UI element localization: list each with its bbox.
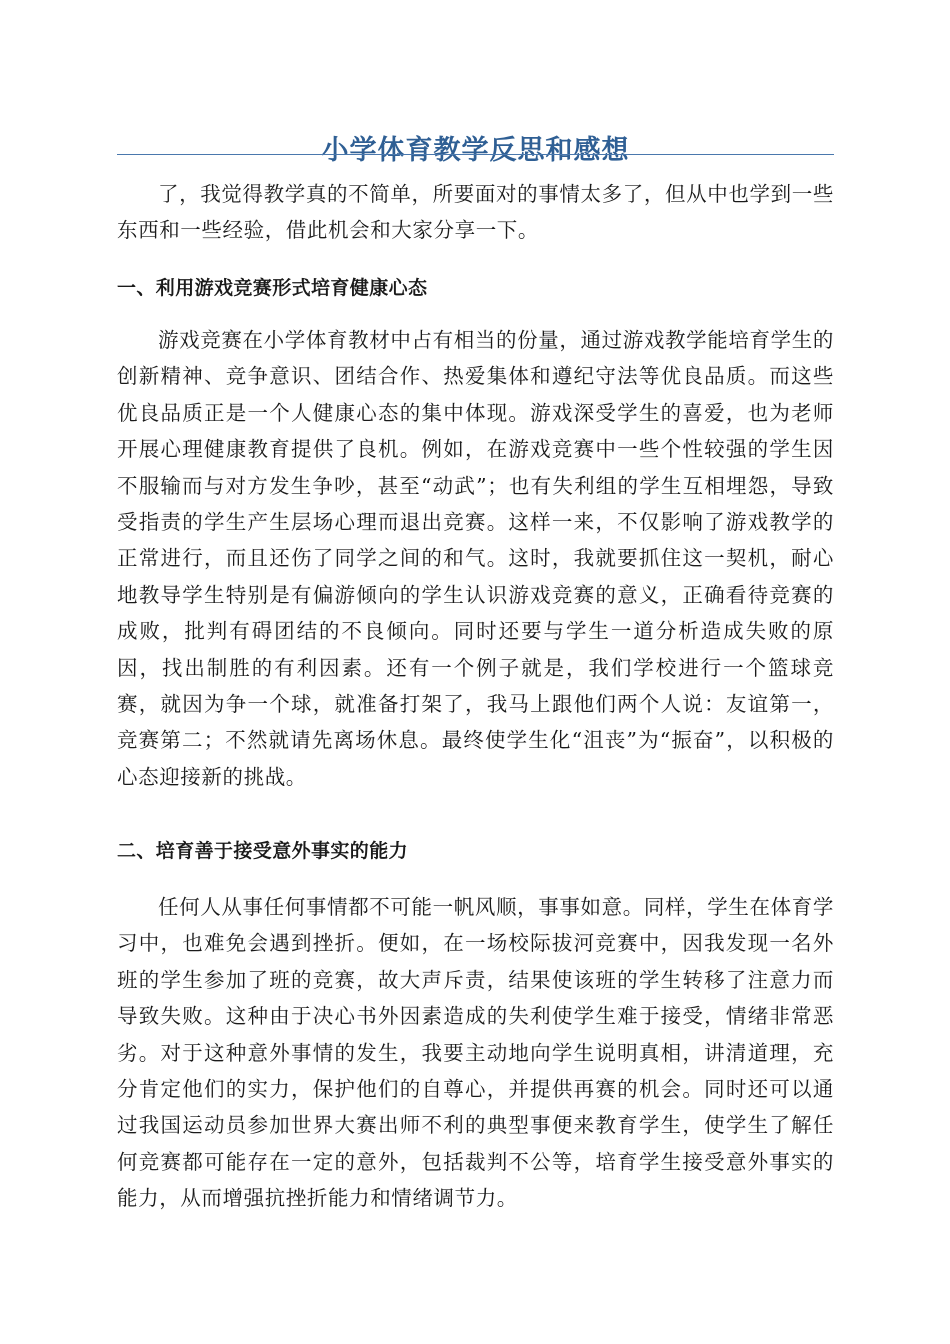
section-2-heading: 二、培育善于接受意外事实的能力 xyxy=(117,840,409,862)
title-underline xyxy=(117,154,834,155)
intro-paragraph: 了，我觉得教学真的不简单，所要面对的事情太多了，但从中也学到一些东西和一些经验，借此机会和大家分享一下。 xyxy=(117,182,834,243)
section-2-paragraph: 任何人从事任何事情都不可能一帆风顺，事事如意。同样，学生在体育学习中，也难免会遇到挫折。便如，在一场校际拔河竞赛中，因我发现一名外班的学生参加了班的竞赛，故大声斥责，结果使该班的学生转移了注意力而导致失败。这种由于决心书外因素造成的失利使学生难于接受，情绪非常恶劣。对于这种意外事情的发生，我要主动地向学生说明真相，讲清道理，充分肯定他们的实力，保护他们的自尊心，并提供再赛的机会。同时还可以通过我国运动员参加世界大赛出师不利的典型事便来教育学生，使学生了解任何竞赛都可能存在一定的意外，包括裁判不公等，培育学生接受意外事实的能力，从而增强抗挫折能力和情绪调节力。 xyxy=(117,895,834,1211)
section-1-heading: 一、利用游戏竞赛形式培育健康心态 xyxy=(117,277,428,299)
page-title: 小学体育教学反思和感想 xyxy=(321,135,630,167)
section-1-paragraph: 游戏竞赛在小学体育教材中占有相当的份量，通过游戏教学能培育学生的创新精神、竞争意识、团结合作、热爱集体和遵纪守法等优良品质。而这些优良品质正是一个人健康心态的集中体现。游戏深受学生的喜爱，也为老师开展心理健康教育提供了良机。例如，在游戏竞赛中一些个性较强的学生因不服输而与对方发生争吵，甚至“动武”；也有失利组的学生互相埋怨，导致受指责的学生产生层场心理而退出竞赛。这样一来，不仅影响了游戏教学的正常进行，而且还伤了同学之间的和气。这时，我就要抓住这一契机，耐心地教导学生特别是有偏游倾向的学生认识游戏竞赛的意义，正确看待竞赛的成败，批判有碍团结的不良倾向。同时还要与学生一道分析造成失败的原因，找出制胜的有利因素。还有一个例子就是，我们学校进行一个篮球竞赛，就因为争一个球，就准备打架了，我马上跟他们两个人说：友谊第一，竞赛第二；不然就请先离场休息。最终使学生化“沮丧”为“振奋”，以积极的心态迎接新的挑战。 xyxy=(117,328,834,789)
